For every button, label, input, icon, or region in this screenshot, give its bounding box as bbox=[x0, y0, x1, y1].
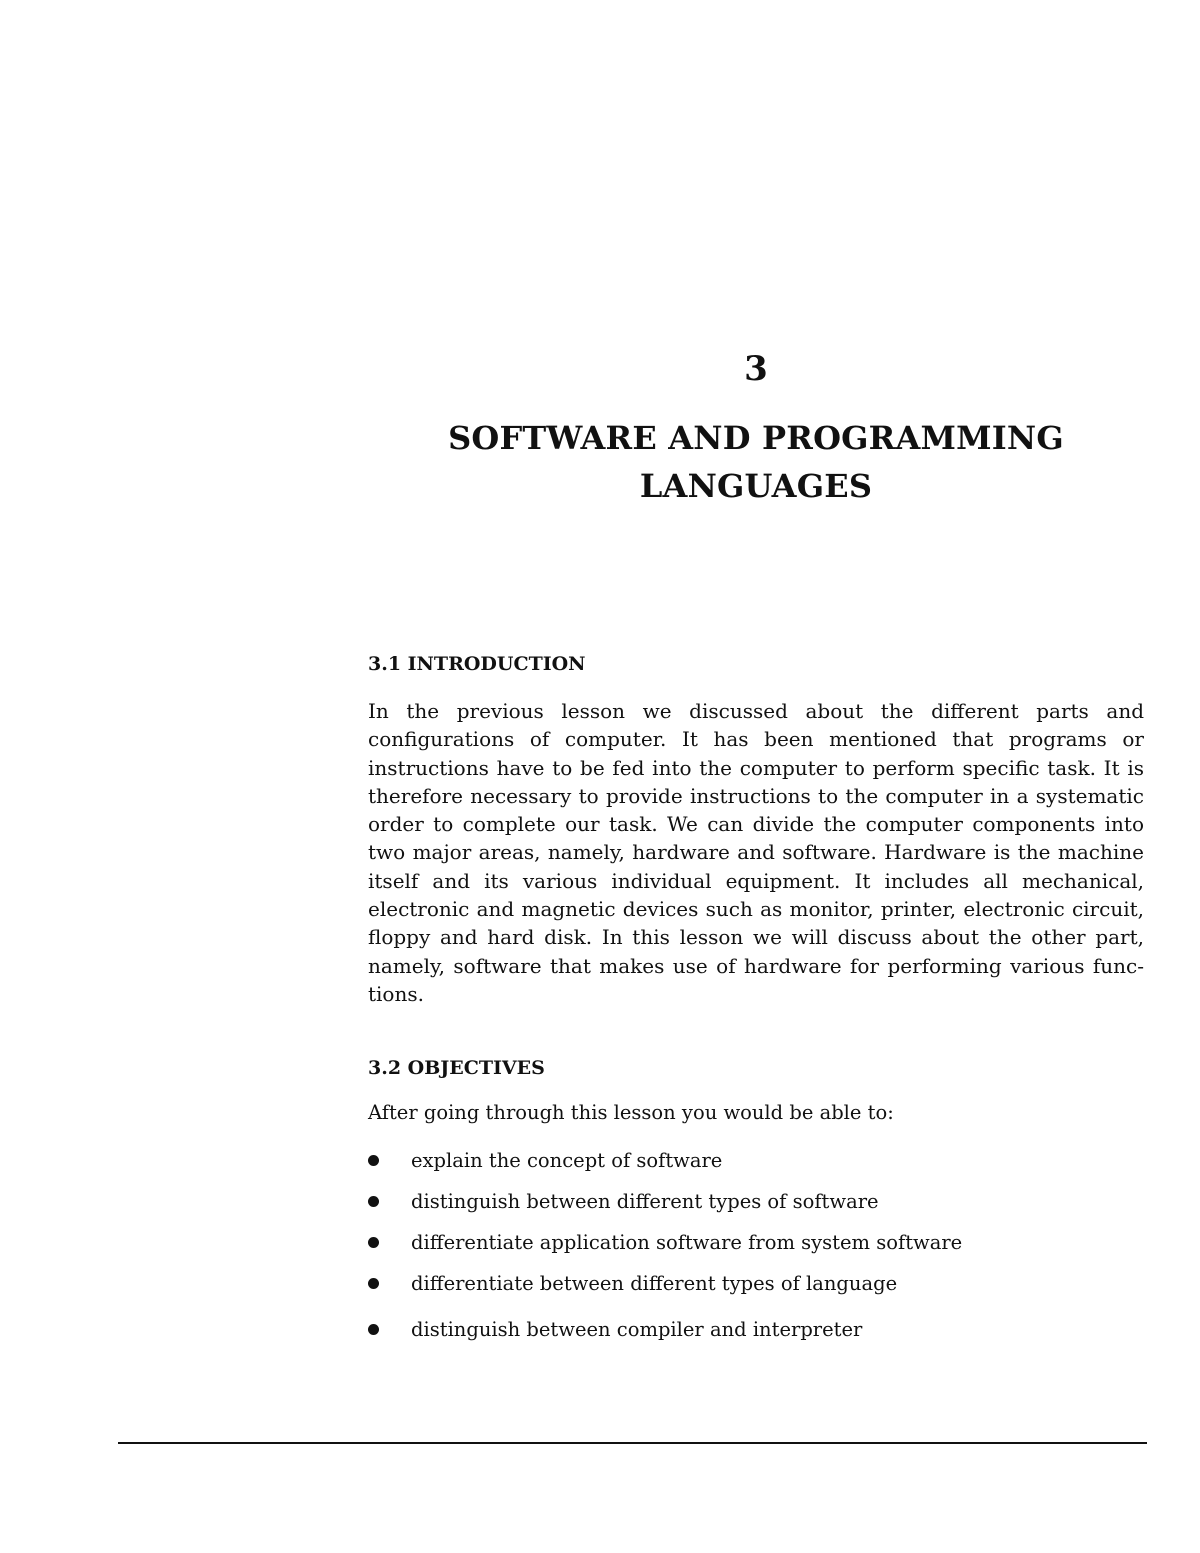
introduction-paragraph: In the previous lesson we discussed about the different parts and configurations of computer. It has been mentioned that programs or instructions have to be fed into the computer to perform specific task. It is therefore necessary to provide instructions to the computer in a systematic order to complete our task. We can divide the computer components into two major areas, namely, hardware and software. Hardware is the machine itself and its various individual equipment. It includes all mechanical, electronic and magnetic devices such as monitor, printer, electronic circuit, floppy and hard disk. In this lesson we will discuss about the other part, namely, software that makes use of hardware for performing various functions. bbox=[368, 699, 1144, 1006]
list-item-text: differentiate application software from system software bbox=[411, 1231, 963, 1254]
bullet-icon bbox=[368, 1155, 379, 1166]
objectives-list bbox=[368, 1147, 1144, 1357]
section-heading-objectives: 3.2 OBJECTIVES bbox=[368, 1057, 545, 1079]
chapter-title: SOFTWARE AND PROGRAMMING LANGUAGES bbox=[448, 419, 1064, 505]
list-item bbox=[368, 1188, 1144, 1229]
footer-divider bbox=[118, 1442, 1147, 1444]
list-item-text: distinguish between compiler and interpreter bbox=[411, 1318, 863, 1341]
list-item bbox=[368, 1316, 1144, 1357]
list-item-text: explain the concept of software bbox=[411, 1149, 723, 1172]
bullet-icon bbox=[368, 1324, 379, 1335]
list-item bbox=[368, 1270, 1144, 1311]
chapter-number: 3 bbox=[744, 349, 768, 389]
list-item bbox=[368, 1147, 1144, 1188]
bullet-icon bbox=[368, 1196, 379, 1207]
section-heading-introduction: 3.1 INTRODUCTION bbox=[368, 653, 586, 675]
list-item-text: distinguish between different types of software bbox=[411, 1190, 879, 1213]
list-item bbox=[368, 1229, 1144, 1270]
bullet-icon bbox=[368, 1237, 379, 1248]
list-item-text: differentiate between different types of language bbox=[411, 1272, 898, 1295]
objectives-lead-text: After going through this lesson you would be able to: bbox=[368, 1101, 894, 1124]
bullet-icon bbox=[368, 1278, 379, 1289]
